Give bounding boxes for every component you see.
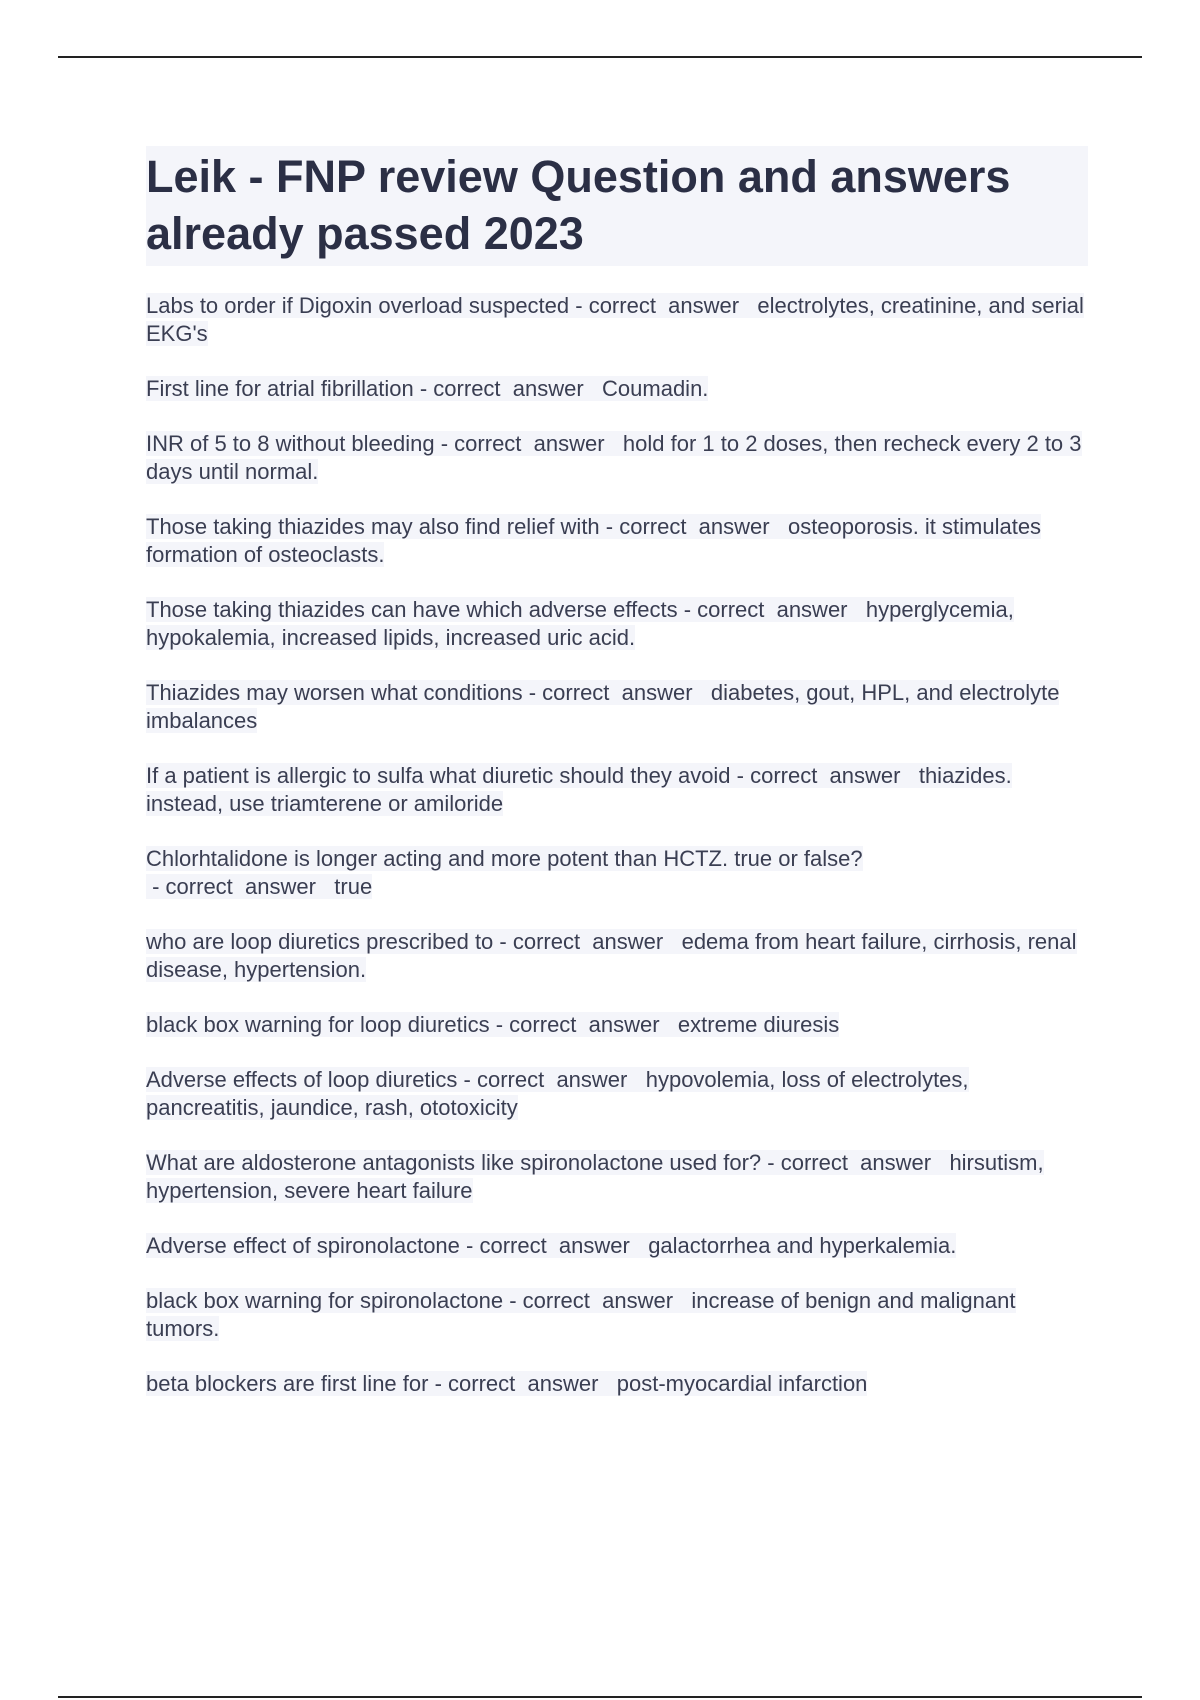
document-title: Leik - FNP review Question and answers already passed 2023	[146, 151, 1011, 259]
answer-separator: - correct answer	[457, 1067, 646, 1092]
qa-item	[146, 1149, 1088, 1205]
qa-item	[146, 1011, 1088, 1039]
qa-item-highlight	[146, 1288, 1016, 1341]
question-text: beta blockers are first line for	[146, 1371, 429, 1396]
answer-text: osteoporosis. it stimulates formation of osteoclasts.	[146, 514, 1042, 567]
answer-separator: - correct answer	[569, 293, 758, 318]
answer-text: Coumadin.	[602, 376, 709, 401]
qa-item-highlight	[146, 431, 1082, 484]
qa-item-highlight	[146, 1233, 956, 1258]
answer-separator: - correct answer	[493, 929, 682, 954]
answer-separator: - correct answer	[434, 431, 623, 456]
answer-separator: - correct answer	[522, 680, 711, 705]
bottom-rule	[58, 1696, 1142, 1698]
qa-item-highlight	[146, 293, 1084, 346]
answer-separator: - correct answer	[489, 1012, 678, 1037]
answer-text: diabetes, gout, HPL, and electrolyte imbalances	[146, 680, 1060, 733]
qa-item	[146, 596, 1088, 652]
qa-item-highlight	[146, 1067, 969, 1120]
question-text: Adverse effect of spironolactone	[146, 1233, 460, 1258]
question-text: black box warning for loop diuretics	[146, 1012, 490, 1037]
answer-text: galactorrhea and hyperkalemia.	[648, 1233, 957, 1258]
question-text: Those taking thiazides can have which adverse effects	[146, 597, 678, 622]
qa-item-highlight	[146, 1012, 839, 1037]
qa-item	[146, 928, 1088, 984]
question-text: Labs to order if Digoxin overload suspected	[146, 293, 570, 318]
qa-item	[146, 679, 1088, 735]
document-body	[146, 146, 1088, 1425]
answer-text: hyperglycemia, hypokalemia, increased lipids, increased uric acid.	[146, 597, 1014, 650]
qa-item	[146, 762, 1088, 818]
question-text: who are loop diuretics prescribed to	[146, 929, 494, 954]
qa-item-highlight	[146, 763, 1012, 816]
title-block	[146, 146, 1088, 266]
qa-item	[146, 513, 1088, 569]
top-rule	[58, 56, 1142, 58]
question-text: Chlorhtalidone is longer acting and more potent than HCTZ. true or false?	[146, 846, 863, 871]
qa-item	[146, 845, 1088, 901]
qa-item-highlight	[146, 376, 708, 401]
qa-item	[146, 292, 1088, 348]
qa-item	[146, 430, 1088, 486]
qa-item-highlight	[146, 929, 1077, 982]
question-text: What are aldosterone antagonists like spironolactone used for?	[146, 1150, 762, 1175]
qa-item-highlight	[146, 514, 1041, 567]
answer-text: post-myocardial infarction	[616, 1371, 868, 1396]
answer-separator: - correct answer	[459, 1233, 649, 1258]
answer-text: hypovolemia, loss of electrolytes, pancreatitis, jaundice, rash, ototoxicity	[146, 1067, 969, 1120]
answer-text: increase of benign and malignant tumors.	[146, 1288, 1016, 1341]
answer-separator: - correct answer	[503, 1288, 692, 1313]
answer-text: hirsutism, hypertension, severe heart failure	[146, 1150, 1044, 1203]
answer-separator: - correct answer	[730, 763, 919, 788]
answer-text: electrolytes, creatinine, and serial EKG's	[146, 293, 1084, 346]
question-text: INR of 5 to 8 without bleeding	[146, 431, 435, 456]
question-text: Adverse effects of loop diuretics	[146, 1067, 458, 1092]
qa-item	[146, 375, 1088, 403]
question-text: Those taking thiazides may also find relief with	[146, 514, 600, 539]
answer-text: extreme diuresis	[677, 1012, 840, 1037]
answer-separator: - correct answer	[677, 597, 866, 622]
qa-item	[146, 1066, 1088, 1122]
answer-separator: - correct answer	[761, 1150, 950, 1175]
question-text: First line for atrial fibrillation	[146, 376, 414, 401]
qa-item	[146, 1370, 1088, 1398]
answer-text: hold for 1 to 2 doses, then recheck every 2 to 3 days until normal.	[146, 431, 1082, 484]
qa-item	[146, 1232, 1088, 1260]
answer-text: true	[334, 874, 373, 899]
answer-text: thiazides. instead, use triamterene or amiloride	[146, 763, 1012, 816]
question-text: Thiazides may worsen what conditions	[146, 680, 523, 705]
answer-text: edema from heart failure, cirrhosis, renal disease, hypertension.	[146, 929, 1077, 982]
answer-separator: - correct answer	[413, 376, 603, 401]
answer-separator: - correct answer	[599, 514, 788, 539]
qa-list	[146, 292, 1088, 1398]
answer-separator: - correct answer	[146, 874, 335, 899]
qa-item-highlight	[146, 680, 1059, 733]
question-text: If a patient is allergic to sulfa what diuretic should they avoid	[146, 763, 731, 788]
qa-item-highlight	[146, 846, 863, 899]
qa-item-highlight	[146, 1150, 1044, 1203]
qa-item-highlight	[146, 597, 1014, 650]
qa-item-highlight	[146, 1371, 867, 1396]
qa-item	[146, 1287, 1088, 1343]
answer-separator: - correct answer	[428, 1371, 617, 1396]
question-text: black box warning for spironolactone	[146, 1288, 504, 1313]
